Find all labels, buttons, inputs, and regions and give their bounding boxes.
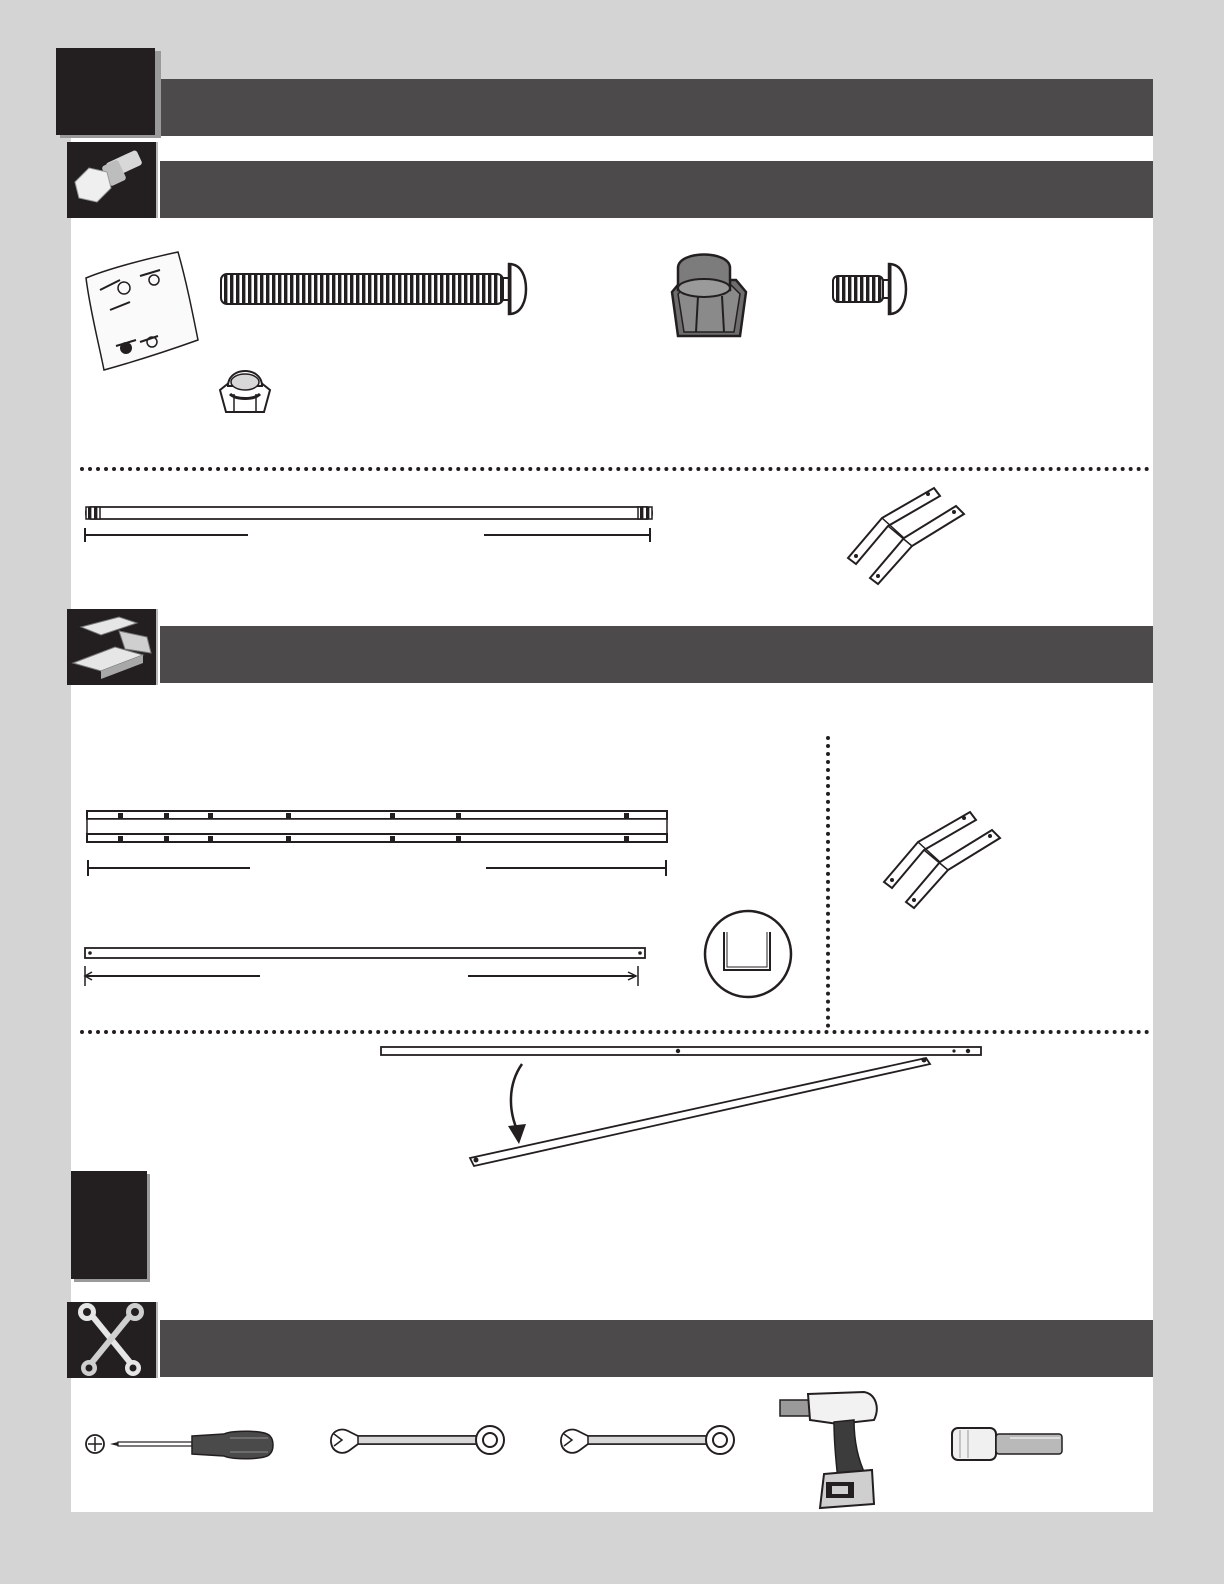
double-channel-rail-icon: [84, 808, 672, 882]
cap-nut-large-icon: [668, 252, 750, 342]
combination-wrench-icon-2: [558, 1420, 738, 1462]
divider-dotted-vertical: [826, 736, 830, 1028]
hardware-bag-icon: [80, 250, 200, 375]
socket-bit-icon: [950, 1424, 1068, 1464]
parts-title: [160, 643, 176, 665]
bolt-nut-icon: [67, 142, 156, 218]
phillips-screwdriver-icon: [84, 1424, 276, 1464]
hardware-title: [160, 178, 176, 200]
flat-bar-icon: [82, 942, 648, 986]
sub-step-box: [71, 1171, 147, 1279]
tools-header-bar: [160, 1320, 1153, 1377]
step-number-box: [56, 48, 155, 135]
tools-title: [160, 1337, 176, 1359]
bracket-icon: [67, 609, 156, 685]
threaded-rod-icon: [82, 504, 660, 548]
parts-header-bar: [160, 626, 1153, 683]
step-title: [160, 95, 176, 120]
combination-wrench-icon: [328, 1420, 508, 1462]
u-channel-profile-icon: [702, 908, 794, 1000]
divider-dotted-2: [80, 1030, 1150, 1034]
short-screw-icon: [830, 260, 910, 320]
angle-bracket-pair-icon-2: [878, 806, 1014, 916]
power-drill-icon: [778, 1390, 888, 1510]
acorn-nut-icon: [214, 360, 276, 418]
wrenches-icon: [67, 1302, 156, 1378]
angle-bracket-pair-icon: [842, 482, 978, 592]
hardware-header-bar: [160, 161, 1153, 218]
divider-dotted-1: [80, 467, 1150, 471]
folding-brace-icon: [378, 1044, 988, 1170]
step-title-bar: [160, 79, 1153, 136]
long-machine-screw-icon: [218, 258, 528, 320]
